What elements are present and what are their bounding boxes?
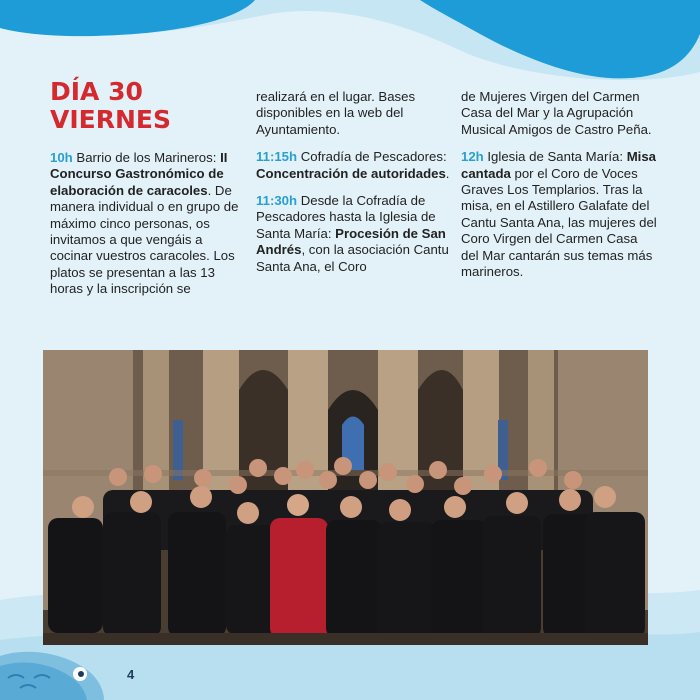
day-title-date: DÍA 30 (50, 77, 143, 106)
event-time: 11:30h (256, 193, 298, 209)
text-column-3 (461, 89, 657, 280)
page-number: 4 (127, 667, 135, 682)
event-location: Barrio de los Marineros: (72, 150, 221, 165)
event-description: . De manera individual o en grupo de máximo cinco personas, os invitamos a que vengáis a cocinar vuestros caracoles. Los platos se presentan a las 13 horas y la inscripción se (50, 182, 239, 297)
event-location: Cofradía de Pescadores: (297, 149, 447, 165)
event-10h-continued: realizará en el lugar. Bases disponibles en la web del Ayuntamiento. (256, 89, 416, 137)
event-12h (461, 149, 657, 280)
text-column-1 (50, 150, 246, 298)
event-name: Concentración de autoridades (256, 165, 446, 181)
event-1115h: 11:15h Cofradía de Pescadores: Concentración de autoridades. (256, 149, 450, 181)
event-location: Iglesia de Santa María: (483, 149, 627, 165)
event-location: Desde la Cofradía de Pescadores hasta la Iglesia de Santa María: (256, 193, 436, 241)
day-title-weekday: VIERNES (50, 105, 171, 134)
text-column-2 (256, 89, 452, 275)
event-name: Misa cantada (461, 149, 657, 181)
fish-illustration (0, 638, 120, 700)
event-name: Procesión de San Andrés (256, 225, 446, 258)
event-1130h (256, 193, 452, 275)
choir-photo (43, 350, 648, 645)
event-description: por el Coro de Voces Graves Los Templarios. Tras la misa, en el Astillero Galafate del Cantu Santa Ana, las mujeres del Coro Virgen del Carmen Casa del Mar cantarán sus temas más marineros. (461, 165, 657, 280)
event-time: 10h (50, 150, 73, 165)
event-time: 12h (461, 149, 484, 165)
event-time: 11:15h (256, 149, 298, 165)
choir-photo-illustration (43, 350, 648, 645)
event-10h (50, 150, 246, 298)
day-title (50, 78, 171, 134)
event-name: II Concurso Gastronómico de elaboración de caracoles (50, 150, 228, 198)
event-1130h-continued: de Mujeres Virgen del Carmen Casa del Mar y la Agrupación Musical Amigos de Castro Peña. (461, 89, 652, 137)
event-description: , con la asociación Cantu Santa Ana, el Coro (256, 242, 449, 274)
